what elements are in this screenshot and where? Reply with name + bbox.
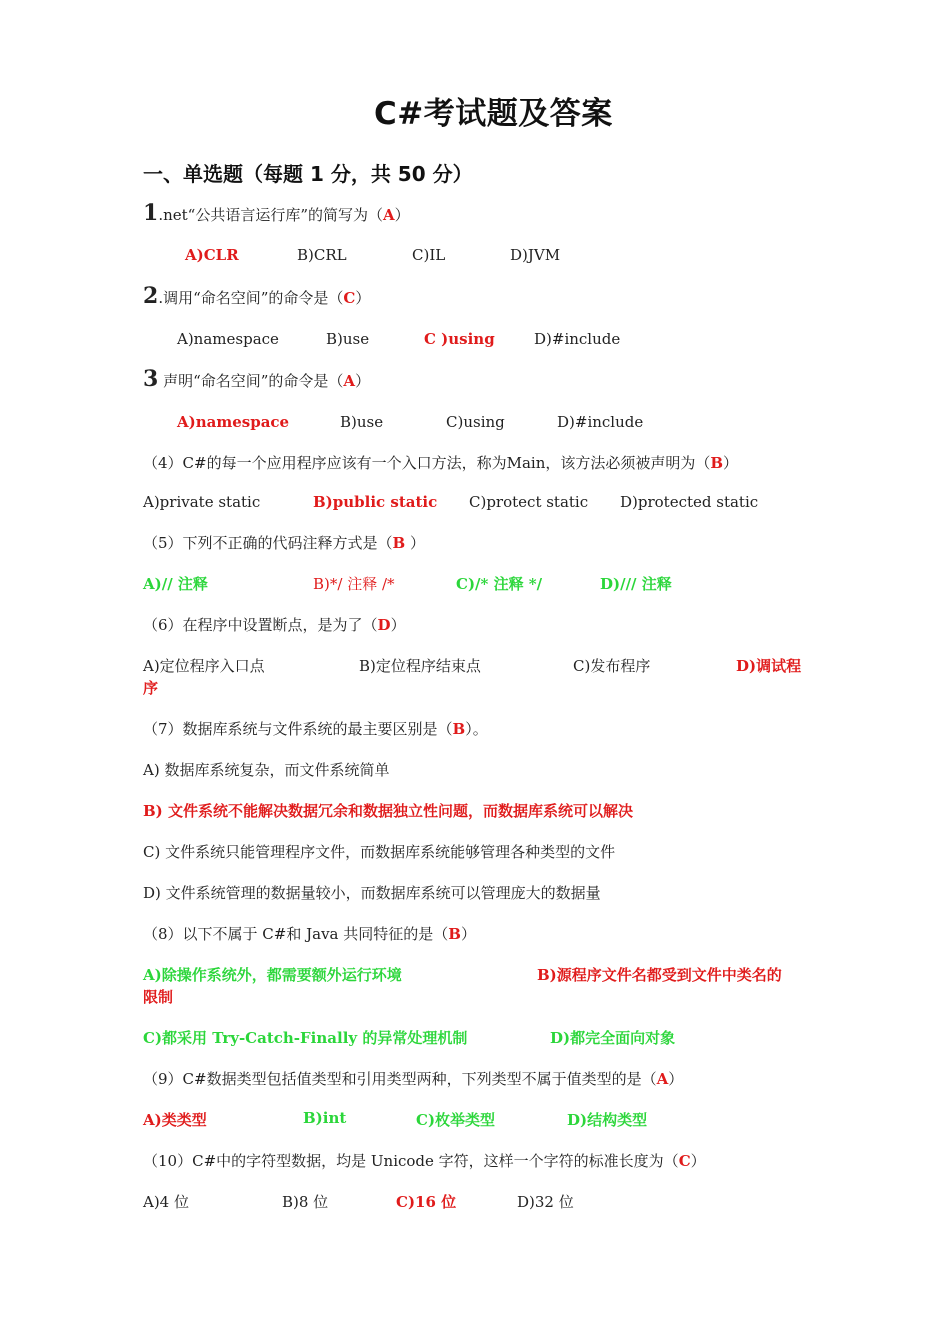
option-a: A)// 注释 bbox=[143, 575, 208, 593]
option-c: C)16 位 bbox=[396, 1193, 457, 1211]
question-text-end: ） bbox=[690, 1152, 706, 1170]
option-c: C)枚举类型 bbox=[416, 1111, 496, 1129]
option-b: B)8 位 bbox=[282, 1193, 329, 1211]
option-a: A)CLR bbox=[185, 246, 239, 264]
question-text: （6）在程序中设置断点，是为了（ bbox=[143, 616, 378, 634]
question-text-end: ） bbox=[355, 289, 371, 307]
question-text-end: ） bbox=[405, 534, 426, 552]
option-a: A)类类型 bbox=[143, 1111, 207, 1129]
option-a: A)定位程序入口点 bbox=[143, 657, 265, 675]
option-b: B)源程序文件名都受到文件中类名的 bbox=[537, 966, 782, 984]
option-c: C)/* 注释 */ bbox=[456, 575, 543, 593]
question-2 bbox=[143, 283, 370, 309]
question-text: .net“公共语言运行库”的简写为（ bbox=[158, 206, 383, 224]
option-d: D) 文件系统管理的数据量较小，而数据库系统可以管理庞大的数据量 bbox=[143, 884, 601, 902]
question-text-end: ） bbox=[668, 1070, 684, 1088]
question-text-end: ） bbox=[390, 616, 406, 634]
option-d: D)32 位 bbox=[517, 1193, 574, 1211]
option-c: C)发布程序 bbox=[573, 657, 651, 675]
question-text-end: ）。 bbox=[465, 720, 488, 738]
option-c: C)protect static bbox=[469, 493, 589, 511]
option-b: B)*/ 注释 /* bbox=[313, 575, 395, 593]
option-b: B)CRL bbox=[297, 246, 347, 264]
answer-letter: B bbox=[392, 534, 406, 552]
option-d: D)#include bbox=[557, 413, 644, 431]
answer-letter: A bbox=[656, 1070, 669, 1088]
page-title: C#考试题及答案 bbox=[374, 96, 613, 132]
question-1 bbox=[143, 200, 410, 226]
question-text: （8）以下不属于 C#和 Java 共同特征的是（ bbox=[143, 925, 449, 943]
question-9 bbox=[143, 1068, 683, 1089]
question-text: （7）数据库系统与文件系统的最主要区别是（ bbox=[143, 720, 453, 738]
option-d: D)JVM bbox=[510, 246, 561, 264]
option-a: A)4 位 bbox=[143, 1193, 189, 1211]
option-d-wrap: 序 bbox=[143, 679, 159, 697]
question-text: （9）C#数据类型包括值类型和引用类型两种，下列类型不属于值类型的是（ bbox=[143, 1070, 657, 1088]
option-a: A)private static bbox=[143, 493, 261, 511]
section-heading: 一、单选题（每题 1 分，共 50 分） bbox=[143, 162, 473, 186]
question-10 bbox=[143, 1150, 706, 1171]
option-c: C)using bbox=[446, 413, 505, 431]
option-b: B)int bbox=[303, 1109, 347, 1127]
option-d: D)#include bbox=[534, 330, 621, 348]
answer-letter: C bbox=[343, 289, 356, 307]
question-number: 3 bbox=[143, 366, 159, 392]
question-8 bbox=[143, 923, 476, 944]
question-3 bbox=[143, 366, 370, 392]
question-text: 声明“命名空间”的命令是（ bbox=[158, 372, 344, 390]
question-4 bbox=[143, 452, 738, 473]
option-d: D)都完全面向对象 bbox=[550, 1029, 676, 1047]
option-b: B)public static bbox=[313, 493, 438, 511]
question-text: .调用“命名空间”的命令是（ bbox=[158, 289, 344, 307]
question-text-end: ） bbox=[394, 206, 410, 224]
question-text: （5）下列不正确的代码注释方式是（ bbox=[143, 534, 393, 552]
answer-letter: D bbox=[377, 616, 391, 634]
answer-letter: A bbox=[343, 372, 356, 390]
question-number: 2 bbox=[143, 283, 159, 309]
option-c: C)IL bbox=[412, 246, 446, 264]
question-6 bbox=[143, 614, 406, 635]
option-b: B)定位程序结束点 bbox=[359, 657, 481, 675]
question-text: （10）C#中的字符型数据，均是 Unicode 字符，这样一个字符的标准长度为（ bbox=[143, 1152, 679, 1170]
option-d: D)调试程 bbox=[736, 657, 802, 675]
option-a: A) 数据库系统复杂，而文件系统简单 bbox=[143, 761, 390, 779]
option-b: B)use bbox=[326, 330, 370, 348]
question-text-end: ） bbox=[460, 925, 476, 943]
question-7 bbox=[143, 718, 488, 739]
option-c: C )using bbox=[424, 330, 495, 348]
option-a: A)除操作系统外，都需要额外运行环境 bbox=[143, 966, 402, 984]
answer-letter: B bbox=[710, 454, 724, 472]
option-d: D)结构类型 bbox=[567, 1111, 648, 1129]
question-number: 1 bbox=[143, 200, 159, 226]
option-c: C)都采用 Try-Catch-Finally 的异常处理机制 bbox=[143, 1029, 468, 1047]
question-5 bbox=[143, 532, 425, 553]
answer-letter: B bbox=[448, 925, 461, 943]
answer-letter: C bbox=[678, 1152, 691, 1170]
answer-letter: A bbox=[382, 206, 395, 224]
option-d: D)protected static bbox=[620, 493, 759, 511]
answer-letter: B bbox=[452, 720, 466, 738]
question-text-end: ） bbox=[355, 372, 371, 390]
option-a: A)namespace bbox=[177, 413, 290, 431]
question-text: （4）C#的每一个应用程序应该有一个入口方法，称为Main，该方法必须被声明为（ bbox=[143, 454, 711, 472]
option-b: B)use bbox=[340, 413, 384, 431]
option-a: A)namespace bbox=[177, 330, 279, 348]
option-b-wrap: 限制 bbox=[143, 988, 174, 1006]
question-text-end: ） bbox=[723, 454, 739, 472]
option-c: C) 文件系统只能管理程序文件，而数据库系统能够管理各种类型的文件 bbox=[143, 843, 616, 861]
option-d: D)/// 注释 bbox=[600, 575, 672, 593]
option-b: B) 文件系统不能解决数据冗余和数据独立性问题，而数据库系统可以解决 bbox=[143, 802, 634, 820]
